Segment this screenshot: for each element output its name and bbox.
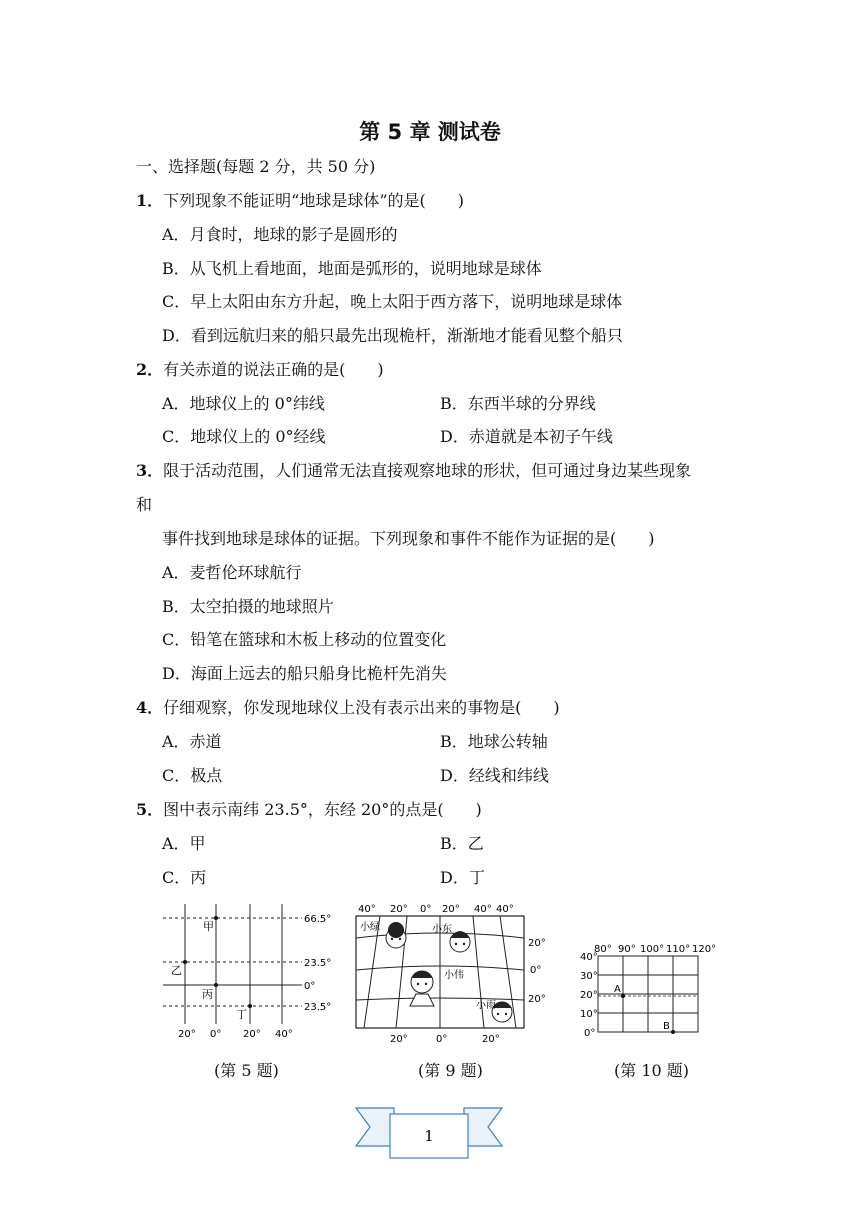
option-4c: C．极点 bbox=[162, 766, 223, 785]
lon-label: 90° bbox=[618, 944, 636, 955]
right-label: 20° bbox=[528, 938, 546, 949]
question-stem: 下列现象不能证明“地球是球体”的是( ) bbox=[163, 191, 465, 210]
bottom-label: 20° bbox=[390, 1034, 408, 1045]
page-number: 1 bbox=[424, 1127, 434, 1145]
top-label: 40° bbox=[474, 904, 492, 915]
lon-label: 120° bbox=[692, 944, 717, 955]
option-1a: A．月食时，地球的影子是圆形的 bbox=[162, 225, 398, 244]
option-4d: D．经线和纬线 bbox=[440, 766, 549, 785]
option-3d: D．海面上远去的船只船身比桅杆先消失 bbox=[162, 664, 447, 683]
option-1c: C．早上太阳由东方升起，晚上太阳于西方落下，说明地球是球体 bbox=[162, 292, 623, 311]
question-number: 3 bbox=[136, 461, 148, 480]
lat-label: 40° bbox=[580, 952, 598, 963]
lon-label: 40° bbox=[275, 1029, 293, 1040]
question-number: 1 bbox=[136, 191, 148, 210]
point-yi-dot bbox=[183, 960, 187, 964]
point-a-dot bbox=[621, 994, 625, 998]
child-xiaowei-figure bbox=[410, 971, 434, 1006]
top-label: 20° bbox=[442, 904, 460, 915]
page-title: 第 5 章 测试卷 bbox=[359, 120, 501, 144]
option-5a: A．甲 bbox=[162, 834, 206, 853]
point-jia-dot bbox=[214, 916, 218, 920]
point-yi-label: 乙 bbox=[171, 964, 182, 977]
point-bing-label: 丙 bbox=[202, 988, 213, 1001]
lon-label: 20° bbox=[178, 1029, 196, 1040]
child-xiaolv-figure bbox=[386, 922, 406, 948]
lat-label: 0° bbox=[584, 1028, 596, 1039]
top-label: 0° bbox=[420, 904, 432, 915]
question-3: 3．限于活动范围，人们通常无法直接观察地球的形状，但可通过身边某些现象 bbox=[136, 461, 692, 480]
figure-10-caption: (第 10 题) bbox=[614, 1061, 690, 1080]
question-4: 4．仔细观察，你发现地球仪上没有表示出来的事物是( ) bbox=[136, 698, 560, 717]
lat-label: 10° bbox=[580, 1009, 598, 1020]
option-2a: A．地球仪上的 0°纬线 bbox=[162, 394, 325, 413]
option-5d: D．丁 bbox=[440, 868, 485, 887]
lat-label: 30° bbox=[580, 971, 598, 982]
right-label: 20° bbox=[528, 994, 546, 1005]
top-label: 40° bbox=[496, 904, 514, 915]
lon-label: 100° bbox=[640, 944, 665, 955]
lon-label: 20° bbox=[243, 1029, 261, 1040]
question-5: 5．图中表示南纬 23.5°，东经 20°的点是( ) bbox=[136, 800, 482, 819]
top-label: 20° bbox=[390, 904, 408, 915]
person-label: 小绿 bbox=[360, 922, 380, 933]
lon-label: 110° bbox=[666, 944, 691, 955]
point-jia-label: 甲 bbox=[203, 920, 214, 933]
option-1b: B．从飞机上看地面，地面是弧形的，说明地球是球体 bbox=[162, 259, 542, 278]
question-3-cont: 事件找到地球是球体的证据。下列现象和事件不能作为证据的是( ) bbox=[162, 529, 655, 548]
point-a-label: A bbox=[614, 984, 621, 995]
option-5b: B．乙 bbox=[440, 834, 484, 853]
child-xiaodong-figure bbox=[450, 931, 470, 952]
figure-10-grid bbox=[580, 940, 720, 1044]
person-label: 小伟 bbox=[444, 970, 464, 981]
top-label: 40° bbox=[358, 904, 376, 915]
lat-label: 23.5° bbox=[304, 958, 332, 969]
figure-9-caption: (第 9 题) bbox=[418, 1061, 483, 1080]
point-ding-label: 丁 bbox=[236, 1008, 247, 1021]
question-number: 4 bbox=[136, 698, 148, 717]
point-b-dot bbox=[671, 1030, 675, 1034]
lon-label: 80° bbox=[594, 944, 612, 955]
option-4b: B．地球公转轴 bbox=[440, 732, 548, 751]
person-label: 小东 bbox=[432, 924, 452, 935]
question-1: 1．下列现象不能证明“地球是球体”的是( ) bbox=[136, 191, 465, 210]
question-2: 2．有关赤道的说法正确的是( ) bbox=[136, 360, 384, 379]
lon-label: 0° bbox=[210, 1029, 222, 1040]
question-stem: 仔细观察，你发现地球仪上没有表示出来的事物是( ) bbox=[163, 698, 560, 717]
lat-label: 20° bbox=[580, 990, 598, 1001]
lat-label: 0° bbox=[304, 981, 316, 992]
option-5c: C．丙 bbox=[162, 868, 207, 887]
question-number: 5 bbox=[136, 800, 148, 819]
point-bing-dot bbox=[214, 983, 218, 987]
option-4a: A．赤道 bbox=[162, 732, 222, 751]
bottom-label: 0° bbox=[436, 1034, 448, 1045]
figure-9-map bbox=[352, 900, 552, 1048]
person-label: 小雨 bbox=[476, 1000, 496, 1011]
lat-label: 23.5° bbox=[304, 1002, 332, 1013]
point-b-label: B bbox=[663, 1021, 670, 1032]
right-label: 0° bbox=[530, 965, 542, 976]
option-2d: D．赤道就是本初子午线 bbox=[440, 427, 613, 446]
page-number-ribbon bbox=[354, 1102, 504, 1166]
option-3a: A．麦哲伦环球航行 bbox=[162, 563, 302, 582]
question-stem: 限于活动范围，人们通常无法直接观察地球的形状，但可通过身边某些现象 bbox=[163, 461, 692, 480]
point-ding-dot bbox=[248, 1004, 252, 1008]
figure-5-caption: (第 5 题) bbox=[214, 1061, 279, 1080]
option-1d: D．看到远航归来的船只最先出现桅杆，渐渐地才能看见整个船只 bbox=[162, 326, 623, 345]
question-stem: 图中表示南纬 23.5°，东经 20°的点是( ) bbox=[163, 800, 482, 819]
section-heading: 一、选择题(每题 2 分，共 50 分) bbox=[136, 157, 376, 176]
option-3b: B．太空拍摄的地球照片 bbox=[162, 597, 334, 616]
bottom-label: 20° bbox=[482, 1034, 500, 1045]
question-stem: 有关赤道的说法正确的是( ) bbox=[163, 360, 384, 379]
figure-5-grid bbox=[158, 900, 338, 1040]
option-2b: B．东西半球的分界线 bbox=[440, 394, 596, 413]
question-number: 2 bbox=[136, 360, 148, 379]
lat-label: 66.5° bbox=[304, 914, 332, 925]
question-3-wrap: 和 bbox=[136, 495, 153, 514]
option-3c: C．铅笔在篮球和木板上移动的位置变化 bbox=[162, 630, 447, 649]
option-2c: C．地球仪上的 0°经线 bbox=[162, 427, 326, 446]
